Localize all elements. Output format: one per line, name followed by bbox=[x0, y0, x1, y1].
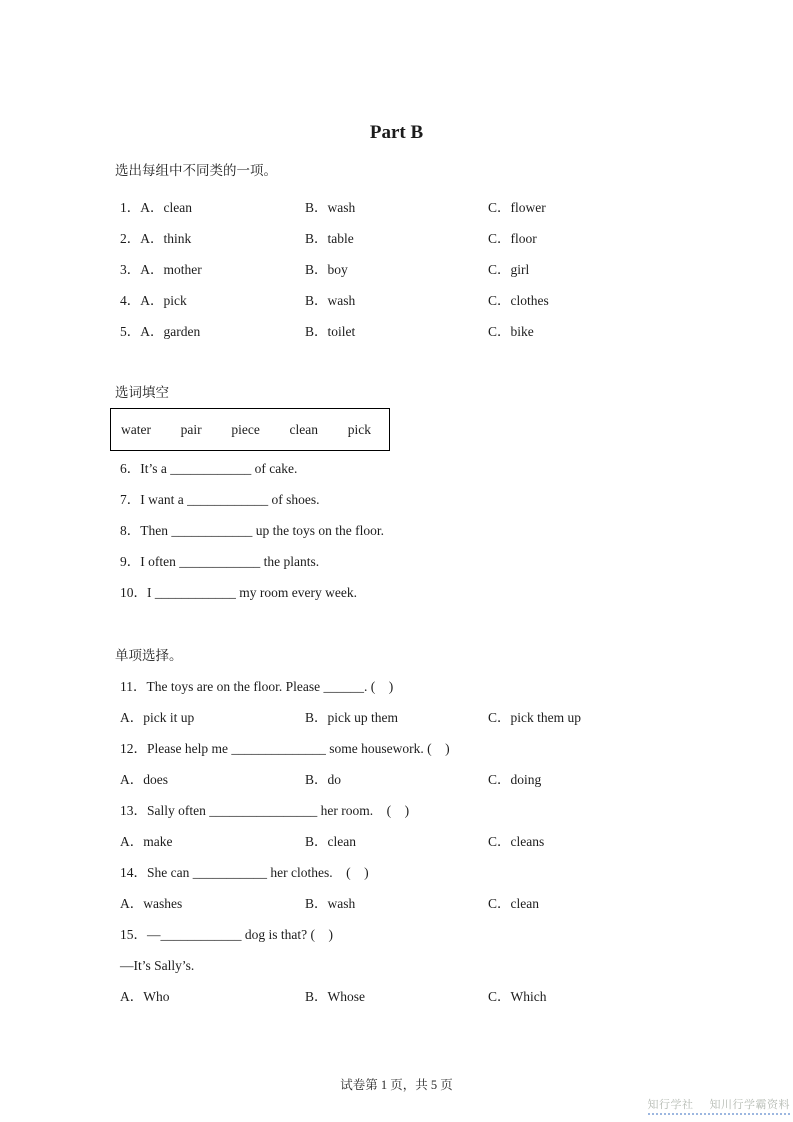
word-bank-word: water bbox=[121, 421, 151, 437]
option-a: A．washes bbox=[120, 896, 183, 911]
option-a: A．Who bbox=[120, 989, 170, 1004]
option-c: C．cleans bbox=[488, 834, 545, 849]
option-b: B．pick up them bbox=[305, 710, 398, 725]
option-b: B．table bbox=[305, 231, 354, 246]
fill-question: 8．Then ____________ up the toys on the floor. bbox=[120, 523, 384, 538]
option-b: B．clean bbox=[305, 834, 356, 849]
option-c: C．floor bbox=[488, 231, 537, 246]
classify-question-row bbox=[120, 285, 740, 316]
page-title: Part B bbox=[369, 122, 424, 143]
option-b: B．wash bbox=[305, 293, 356, 308]
section-fill-instruction: 选词填空 bbox=[115, 385, 169, 400]
option-c: C．clothes bbox=[488, 293, 549, 308]
option-a: A．does bbox=[120, 772, 168, 787]
classify-question-row bbox=[120, 316, 740, 347]
option-c: C．clean bbox=[488, 896, 539, 911]
option-a: 5．A．garden bbox=[120, 324, 201, 339]
choice-question-stem: 12．Please help me ______________ some housework. ( ) bbox=[120, 741, 450, 756]
watermark-right: 知川行学霸资料 bbox=[709, 1099, 790, 1111]
option-b: B．Whose bbox=[305, 989, 365, 1004]
word-bank-word: pair bbox=[180, 421, 202, 437]
option-c: C．girl bbox=[488, 262, 530, 277]
option-c: C．doing bbox=[488, 772, 542, 787]
option-a: 2．A．think bbox=[120, 231, 192, 246]
option-a: 3．A．mother bbox=[120, 262, 202, 277]
word-bank-word: clean bbox=[289, 421, 319, 437]
option-b: B．do bbox=[305, 772, 342, 787]
choice-question-stem2: —It’s Sally’s. bbox=[120, 958, 195, 973]
choice-option-row bbox=[120, 981, 760, 1012]
choice-question-stem: 14．She can ___________ her clothes. ( ) bbox=[120, 865, 369, 880]
option-a: A．pick it up bbox=[120, 710, 195, 725]
choice-option-row bbox=[120, 826, 760, 857]
section-choice-instruction: 单项选择。 bbox=[115, 648, 183, 663]
word-bank-word: piece bbox=[231, 421, 260, 437]
option-b: B．wash bbox=[305, 200, 356, 215]
fill-question: 9．I often ____________ the plants. bbox=[120, 554, 320, 569]
option-b: B．boy bbox=[305, 262, 348, 277]
classify-question-row bbox=[120, 223, 740, 254]
choice-option-row bbox=[120, 888, 760, 919]
fill-question: 10．I ____________ my room every week. bbox=[120, 585, 357, 600]
watermark-left: 知行学社 bbox=[647, 1099, 694, 1111]
word-bank-box bbox=[110, 408, 390, 451]
word-bank-word: pick bbox=[347, 421, 371, 437]
option-c: C．bike bbox=[488, 324, 534, 339]
choice-question-stem: 13．Sally often ________________ her room. ( ) bbox=[120, 803, 410, 818]
fill-question-list bbox=[120, 453, 740, 608]
option-c: C．flower bbox=[488, 200, 546, 215]
option-c: C．Which bbox=[488, 989, 547, 1004]
option-b: B．wash bbox=[305, 896, 356, 911]
choice-question-stem: 15．—____________ dog is that? ( ) bbox=[120, 927, 333, 942]
choice-option-row bbox=[120, 764, 760, 795]
watermark bbox=[648, 1099, 791, 1115]
choice-question-stem: 11．The toys are on the floor. Please ______. ( ) bbox=[120, 679, 394, 694]
option-c: C．pick them up bbox=[488, 710, 581, 725]
option-b: B．toilet bbox=[305, 324, 356, 339]
classify-question-row bbox=[120, 192, 740, 223]
option-a: 4．A．pick bbox=[120, 293, 187, 308]
choice-question-list bbox=[120, 671, 760, 1012]
option-a: 1．A．clean bbox=[120, 200, 192, 215]
fill-question: 6．It’s a ____________ of cake. bbox=[120, 461, 298, 476]
page-number-footer: 试卷第 1 页，共 5 页 bbox=[340, 1078, 453, 1092]
choice-option-row bbox=[120, 702, 760, 733]
fill-question: 7．I want a ____________ of shoes. bbox=[120, 492, 320, 507]
classify-question-list bbox=[120, 192, 740, 347]
section-classify-instruction: 选出每组中不同类的一项。 bbox=[115, 163, 277, 178]
option-a: A．make bbox=[120, 834, 173, 849]
classify-question-row bbox=[120, 254, 740, 285]
